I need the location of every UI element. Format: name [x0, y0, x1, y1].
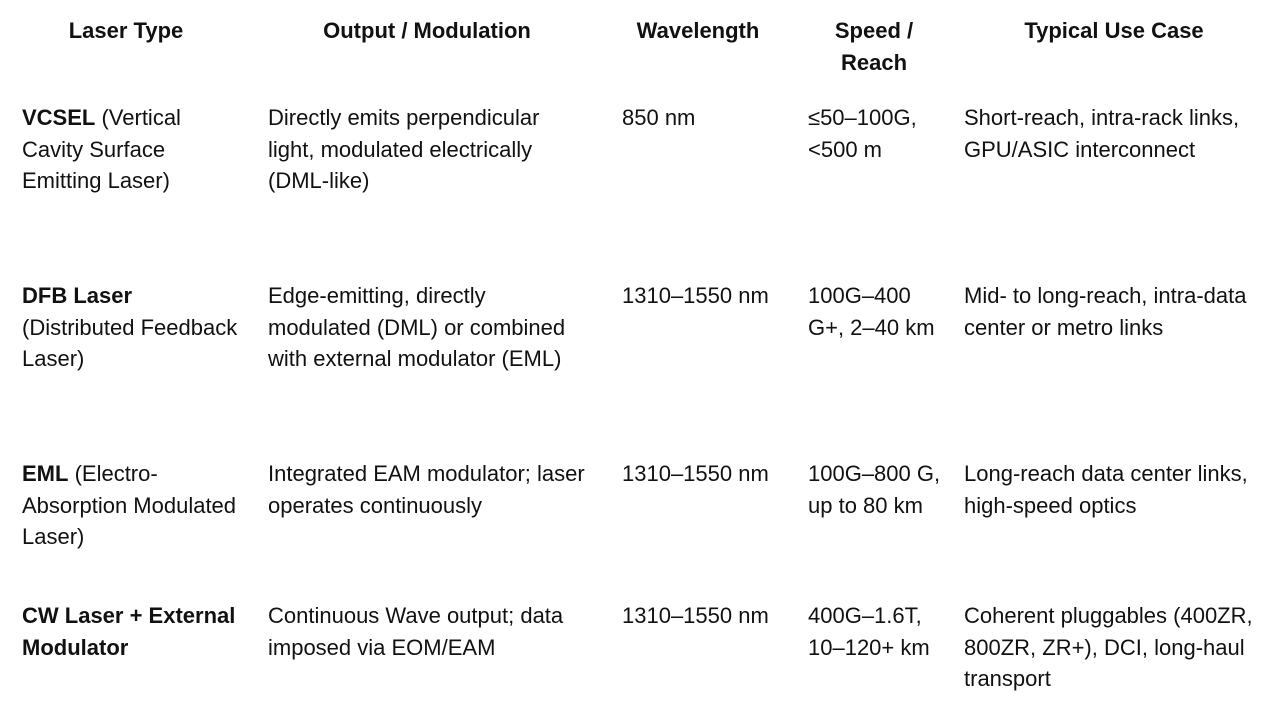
cell-laser-type: [0, 600, 252, 726]
table-body: [0, 102, 1274, 726]
cell-output: Edge-emitting, directly modulated (DML) or combined with external modulator (EML): [268, 283, 566, 371]
cell-laser-type: [0, 280, 252, 458]
laser-type-name: VCSEL: [22, 105, 96, 130]
cell-wavelength: 1310–1550 nm: [622, 461, 769, 486]
table-row: [0, 600, 1274, 726]
laser-type-name: EML: [22, 461, 69, 486]
cell-speed: 100G–400 G+, 2–40 km: [808, 283, 935, 340]
cell-speed: 100G–800 G, up to 80 km: [808, 461, 941, 518]
laser-type-description: (Electro-Absorption Modulated Laser): [22, 461, 237, 549]
cell-laser-type: [0, 102, 252, 280]
cell-use-case: Long-reach data center links, high-speed optics: [964, 461, 1248, 518]
cell-laser-type: [0, 458, 252, 600]
cell-speed: ≤50–100G, <500 m: [808, 105, 917, 162]
cell-use-case: Short-reach, intra-rack links, GPU/ASIC interconnect: [964, 105, 1240, 162]
cell-output: Directly emits perpendicular light, modulated electrically (DML-like): [268, 105, 540, 193]
cell-use-case: Mid- to long-reach, intra-data center or metro links: [964, 283, 1247, 340]
cell-output: Integrated EAM modulator; laser operates continuously: [268, 461, 585, 518]
header-output-modulation: Output / Modulation: [323, 18, 531, 43]
header-wavelength: Wavelength: [636, 18, 760, 43]
cell-wavelength: 1310–1550 nm: [622, 283, 769, 308]
laser-type-description: (Vertical Cavity Surface Emitting Laser): [22, 105, 181, 193]
header-speed-reach: Speed / Reach: [834, 18, 914, 75]
header-row: [0, 0, 1274, 102]
laser-type-name: DFB Laser: [22, 283, 133, 308]
laser-type-name: CW Laser + External Modulator: [22, 603, 236, 660]
table-row: [0, 280, 1274, 458]
header-use-case: Typical Use Case: [1024, 18, 1204, 43]
header-laser-type: Laser Type: [68, 18, 184, 43]
table-row: [0, 458, 1274, 600]
cell-use-case: Coherent pluggables (400ZR, 800ZR, ZR+), DCI, long-haul transport: [964, 603, 1253, 691]
cell-wavelength: 850 nm: [622, 105, 696, 130]
laser-type-description: (Distributed Feedback Laser): [22, 314, 238, 371]
cell-wavelength: 1310–1550 nm: [622, 603, 769, 628]
cell-output: Continuous Wave output; data imposed via EOM/EAM: [268, 603, 564, 660]
cell-speed: 400G–1.6T, 10–120+ km: [808, 603, 930, 660]
table-header: [0, 0, 1274, 102]
table-row: [0, 102, 1274, 280]
